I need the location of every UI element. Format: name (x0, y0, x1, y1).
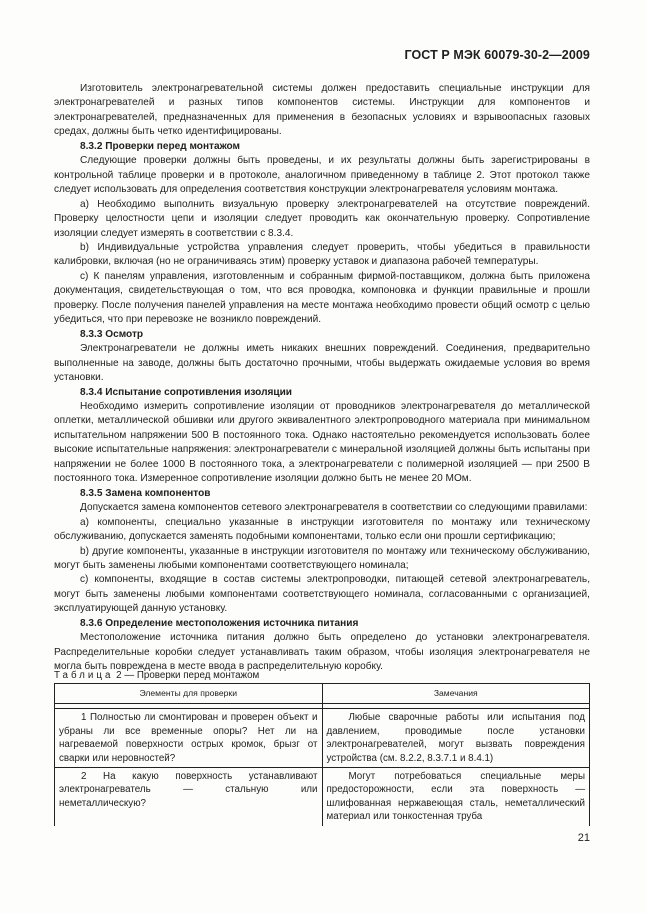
section-heading: 8.3.2 Проверки перед монтажом (80, 140, 241, 152)
section-heading: 8.3.5 Замена компонентов (80, 487, 211, 499)
page-number: 21 (577, 832, 590, 844)
document-header: ГОСТ Р МЭК 60079-30-2—2009 (404, 48, 590, 62)
paragraph: a) Необходимо выполнить визуальную проверку электронагревателей на отсутствие повреждений. Проверку целостности цепи и изоляции следует проводить как окончательную проверку. Сопротивление изоляции следует измерять в соответствии с 8.3.4. (54, 198, 590, 239)
paragraph: Изготовитель электронагревательной системы должен предоставить специальные инструкции для электронагревателей и разных типов компонентов системы. Инструкции для компонентов и электронагревателей, предназначенных для применения в безопасных условиях и взрывоопасных газовых средах, должны быть четко идентифицированы. (54, 83, 590, 138)
section-heading: 8.3.4 Испытание сопротивления изоляции (80, 386, 292, 398)
section-heading: 8.3.6 Определение местоположения источника питания (80, 617, 359, 629)
paragraph: Допускается замена компонентов сетевого электронагревателя в соответствии со следующими правилами: (80, 502, 588, 514)
paragraph: Необходимо измерить сопротивление изоляции от проводников электронагревателя до металлической оплетки, металлической обшивки или другого эквивалентного электропроводного материала при минимальном испытательном напряжении 500 В постоянного тока. Однако настоятельно рекомендуется использовать более высокие испытательные напряжения: электронагреватели с минеральной изоляцией должны быть испытаны при напряжении не более 1000 В постоянного тока, а электронагреватели с полимерной изоляцией — при 2500 В постоянного тока. Измеренное сопротивление изоляции должно быть не менее 20 МОм. (54, 400, 590, 485)
paragraph: Электронагреватели не должны иметь никаких внешних повреждений. Соединения, предварительно выполненные на заводе, должны быть достаточно прочными, чтобы выдержать ожидаемые условия во время установки. (54, 343, 590, 384)
table-cell-remark: Могут потребоваться специальные меры предосторожности, если эта поверхность — шлифованная нержавеющая сталь, неметаллический материал или тонкостенная труба (322, 768, 590, 826)
section-heading: 8.3.3 Осмотр (80, 328, 144, 340)
table-row (55, 709, 590, 768)
table-caption-title: 2 — Проверки перед монтажом (116, 670, 260, 681)
table-cell-item: 1 Полностью ли смонтирован и проверен объект и убраны ли все временные опоры? Нет ли на нагреваемой поверхности острых кромок, брызг от сварки или неровностей? (55, 709, 323, 768)
table-cell-item: 2 На какую поверхность устанавливают электронагреватель — стальную или неметаллическую? (55, 768, 323, 826)
checks-table (54, 683, 590, 826)
body-text (54, 82, 590, 675)
paragraph: c) К панелям управления, изготовленным и собранным фирмой-поставщиком, должна быть приложена документация, свидетельствующая о том, что вся проводка, компоновка и функции правильные и прошли проверку. После получения панелей управления на месте монтажа необходимо провести общий осмотр с целью убедиться, что при перевозке не возникло повреждений. (54, 270, 590, 326)
column-header-remarks: Замечания (322, 684, 590, 704)
column-header-items: Элементы для проверки (55, 684, 323, 704)
paragraph: Местоположение источника питания должно быть определено до установки электронагревателя. Распределительные коробки следует устанавливать таким образом, чтобы изоляция электронагревателя не могла быть повреждена в месте ввода в распределительную коробку. (54, 632, 590, 673)
paragraph: a) компоненты, специально указанные в инструкции изготовителя по монтажу или техническому обслуживанию, допускается заменять подобными компонентами, только если они прошли сертификацию; (54, 516, 590, 543)
paragraph: b) другие компоненты, указанные в инструкции изготовителя по монтажу или техническому обслуживанию, могут быть заменены любыми компонентами соответствующего номинала; (54, 545, 590, 571)
table-header-row (55, 684, 590, 704)
table-caption-label: Таблица (54, 670, 114, 681)
table-cell-remark: Любые сварочные работы или испытания под давлением, проводимые после установки электронагревателей, могут вызвать повреждения устройства (см. 8.2.2, 8.3.7.1 и 8.4.1) (322, 709, 590, 768)
paragraph: c) компоненты, входящие в состав системы электропроводки, питающей сетевой электронагреватель, могут быть заменены любыми компонентами соответствующего номинала, согласованными с организацией, эксплуатирующей данную установку. (54, 574, 590, 615)
table-caption (54, 670, 259, 681)
paragraph: Следующие проверки должны быть проведены, и их результаты должны быть зарегистрированы в контрольной таблице проверки и в протоколе, аналогичном приведенному в таблице 2. Этот протокол также следует использовать для определения соответствия конструкции электронагревателя условиям монтажа. (54, 155, 590, 196)
table-row (55, 768, 590, 826)
paragraph: b) Индивидуальные устройства управления следует проверить, чтобы убедиться в правильности калибровки, включая (но не ограничиваясь этим) проверку уставок и диапазона рабочей температуры. (54, 241, 590, 268)
